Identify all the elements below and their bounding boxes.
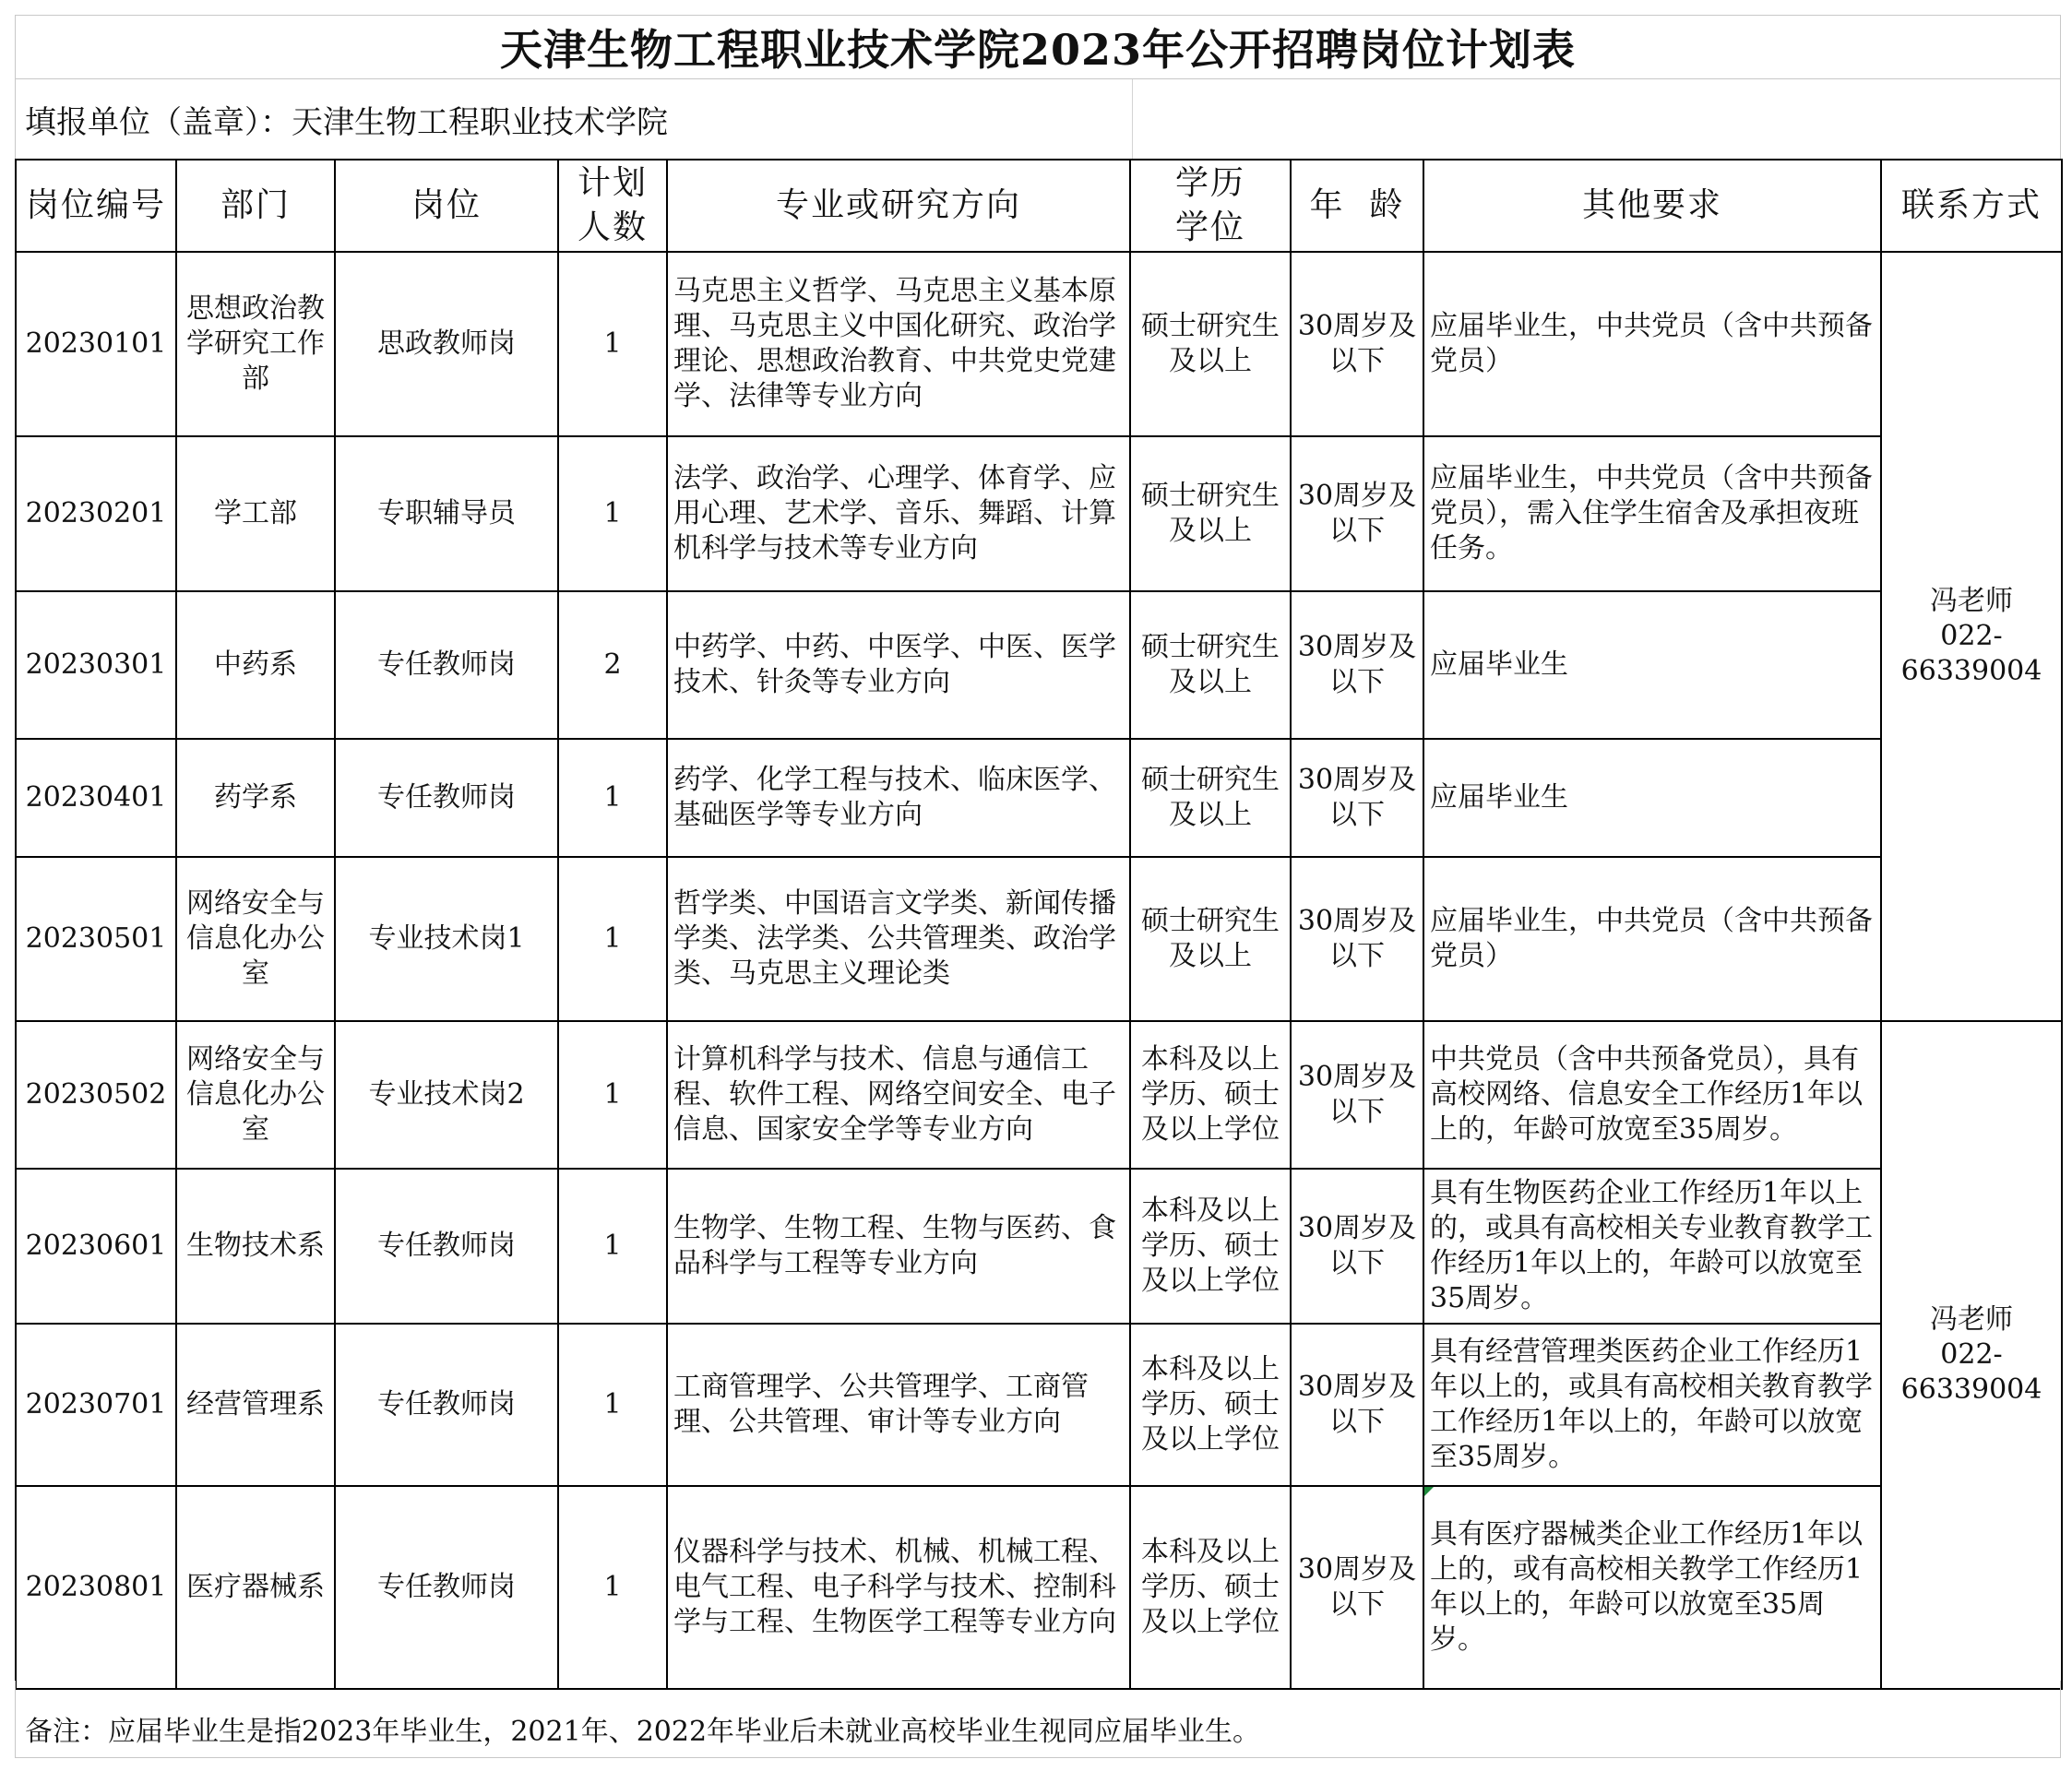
cell-post: 思政教师岗 [335, 252, 558, 436]
cell-id: 20230301 [16, 591, 176, 739]
cell-dept: 学工部 [176, 436, 335, 591]
cell-other: 应届毕业生，中共党员（含中共预备党员），需入住学生宿舍及承担夜班任务。 [1423, 436, 1881, 591]
cell-count: 1 [558, 252, 667, 436]
contact-cell [1881, 1021, 2062, 1689]
cell-id: 20230501 [16, 857, 176, 1021]
cell-age: 30周岁及以下 [1291, 739, 1423, 857]
table-row [16, 1486, 2062, 1689]
cell-age: 30周岁及以下 [1291, 857, 1423, 1021]
cell-other: 应届毕业生 [1423, 739, 1881, 857]
cell-count: 1 [558, 1486, 667, 1689]
reporting-unit [15, 79, 2061, 159]
cell-edu: 硕士研究生及以上 [1130, 739, 1291, 857]
cell-edu: 硕士研究生及以上 [1130, 252, 1291, 436]
cell-major: 工商管理学、公共管理学、工商管理、公共管理、审计等专业方向 [667, 1324, 1130, 1486]
cell-id: 20230601 [16, 1169, 176, 1324]
header-post: 岗位 [335, 160, 558, 252]
cell-id: 20230401 [16, 739, 176, 857]
cell-dept: 生物技术系 [176, 1169, 335, 1324]
header-count: 计划人数 [558, 160, 667, 252]
cell-count: 1 [558, 1021, 667, 1169]
cell-age: 30周岁及以下 [1291, 1169, 1423, 1324]
cell-dept: 网络安全与信息化办公室 [176, 857, 335, 1021]
cell-age: 30周岁及以下 [1291, 252, 1423, 436]
cell-major: 中药学、中药、中医学、中医、医学技术、针灸等专业方向 [667, 591, 1130, 739]
table-row [16, 591, 2062, 739]
cell-other: 具有生物医药企业工作经历1年以上的，或具有高校相关专业教育教学工作经历1年以上的，年龄可以放宽至35周岁。 [1423, 1169, 1881, 1324]
cell-dept: 经营管理系 [176, 1324, 335, 1486]
comment-marker [1424, 1487, 1434, 1496]
cell-post: 专任教师岗 [335, 739, 558, 857]
position-table [15, 159, 2063, 1690]
cell-age: 30周岁及以下 [1291, 1486, 1423, 1689]
contact-phone-prefix: 022- [1940, 1338, 2003, 1371]
cell-edu: 硕士研究生及以上 [1130, 591, 1291, 739]
cell-other: 具有经营管理类医药企业工作经历1年以上的，或具有高校相关教育教学工作经历1年以上的，年龄可以放宽至35周岁。 [1423, 1324, 1881, 1486]
footnote: 备注：应届毕业生是指2023年毕业生，2021年、2022年毕业后未就业高校毕业生视同应届毕业生。 [15, 1699, 2061, 1758]
cell-dept: 网络安全与信息化办公室 [176, 1021, 335, 1169]
cell-edu: 本科及以上学历、硕士及以上学位 [1130, 1324, 1291, 1486]
table-header-row [16, 160, 2062, 252]
cell-major: 仪器科学与技术、机械、机械工程、电气工程、电子科学与技术、控制科学与工程、生物医学工程等专业方向 [667, 1486, 1130, 1689]
table-row [16, 1324, 2062, 1486]
cell-other: 应届毕业生，中共党员（含中共预备党员） [1423, 857, 1881, 1021]
cell-id: 20230801 [16, 1486, 176, 1689]
cell-other-text: 具有医疗器械类企业工作经历1年以上的，或有高校相关教学工作经历1年以上的，年龄可以放宽至35周岁。 [1430, 1518, 1864, 1656]
recruitment-sheet [15, 15, 2061, 1758]
table-row [16, 1169, 2062, 1324]
table-row [16, 252, 2062, 436]
cell-other: 中共党员（含中共预备党员），具有高校网络、信息安全工作经历1年以上的，年龄可放宽至35周岁。 [1423, 1021, 1881, 1169]
cell-post: 专任教师岗 [335, 591, 558, 739]
header-dept: 部门 [176, 160, 335, 252]
contact-phone: 66339004 [1900, 1373, 2042, 1406]
cell-age: 30周岁及以下 [1291, 591, 1423, 739]
cell-id: 20230502 [16, 1021, 176, 1169]
cell-other [1423, 1486, 1881, 1689]
contact-phone-prefix: 022- [1940, 620, 2003, 652]
cell-count: 1 [558, 739, 667, 857]
table-row [16, 857, 2062, 1021]
reporting-unit-label: 填报单位（盖章）：天津生物工程职业技术学院 [25, 103, 668, 141]
cell-age: 30周岁及以下 [1291, 1324, 1423, 1486]
contact-cell [1881, 252, 2062, 1021]
cell-major: 药学、化学工程与技术、临床医学、基础医学等专业方向 [667, 739, 1130, 857]
table-row [16, 1021, 2062, 1169]
header-contact: 联系方式 [1881, 160, 2062, 252]
cell-major: 马克思主义哲学、马克思主义基本原理、马克思主义中国化研究、政治学理论、思想政治教育、中共党史党建学、法律等专业方向 [667, 252, 1130, 436]
cell-post: 专任教师岗 [335, 1324, 558, 1486]
cell-major: 计算机科学与技术、信息与通信工程、软件工程、网络空间安全、电子信息、国家安全学等专业方向 [667, 1021, 1130, 1169]
cell-major: 法学、政治学、心理学、体育学、应用心理、艺术学、音乐、舞蹈、计算机科学与技术等专业方向 [667, 436, 1130, 591]
contact-phone: 66339004 [1900, 655, 2042, 687]
cell-dept: 中药系 [176, 591, 335, 739]
cell-other: 应届毕业生，中共党员（含中共预备党员） [1423, 252, 1881, 436]
cell-age: 30周岁及以下 [1291, 436, 1423, 591]
cell-major: 生物学、生物工程、生物与医药、食品科学与工程等专业方向 [667, 1169, 1130, 1324]
cell-count: 1 [558, 1324, 667, 1486]
table-row [16, 436, 2062, 591]
cell-divider [1132, 79, 1133, 159]
header-age: 年 龄 [1291, 160, 1423, 252]
cell-major: 哲学类、中国语言文学类、新闻传播学类、法学类、公共管理类、政治学类、马克思主义理论类 [667, 857, 1130, 1021]
cell-dept: 思想政治教学研究工作部 [176, 252, 335, 436]
cell-age: 30周岁及以下 [1291, 1021, 1423, 1169]
cell-edu: 本科及以上学历、硕士及以上学位 [1130, 1021, 1291, 1169]
table-gap [15, 1681, 2061, 1699]
cell-count: 1 [558, 857, 667, 1021]
cell-edu: 本科及以上学历、硕士及以上学位 [1130, 1486, 1291, 1689]
cell-edu: 硕士研究生及以上 [1130, 857, 1291, 1021]
contact-name: 冯老师 [1930, 585, 2013, 617]
header-other: 其他要求 [1423, 160, 1881, 252]
header-major: 专业或研究方向 [667, 160, 1130, 252]
cell-count: 2 [558, 591, 667, 739]
cell-post: 专业技术岗2 [335, 1021, 558, 1169]
cell-post: 专任教师岗 [335, 1486, 558, 1689]
cell-dept: 医疗器械系 [176, 1486, 335, 1689]
cell-dept: 药学系 [176, 739, 335, 857]
cell-count: 1 [558, 436, 667, 591]
cell-other: 应届毕业生 [1423, 591, 1881, 739]
cell-edu: 本科及以上学历、硕士及以上学位 [1130, 1169, 1291, 1324]
cell-count: 1 [558, 1169, 667, 1324]
cell-id: 20230701 [16, 1324, 176, 1486]
cell-post: 专职辅导员 [335, 436, 558, 591]
cell-post: 专业技术岗1 [335, 857, 558, 1021]
header-edu: 学历学位 [1130, 160, 1291, 252]
header-id: 岗位编号 [16, 160, 176, 252]
contact-name: 冯老师 [1930, 1303, 2013, 1336]
page-title: 天津生物工程职业技术学院2023年公开招聘岗位计划表 [15, 15, 2061, 79]
cell-id: 20230101 [16, 252, 176, 436]
table-row [16, 739, 2062, 857]
cell-id: 20230201 [16, 436, 176, 591]
cell-edu: 硕士研究生及以上 [1130, 436, 1291, 591]
cell-post: 专任教师岗 [335, 1169, 558, 1324]
